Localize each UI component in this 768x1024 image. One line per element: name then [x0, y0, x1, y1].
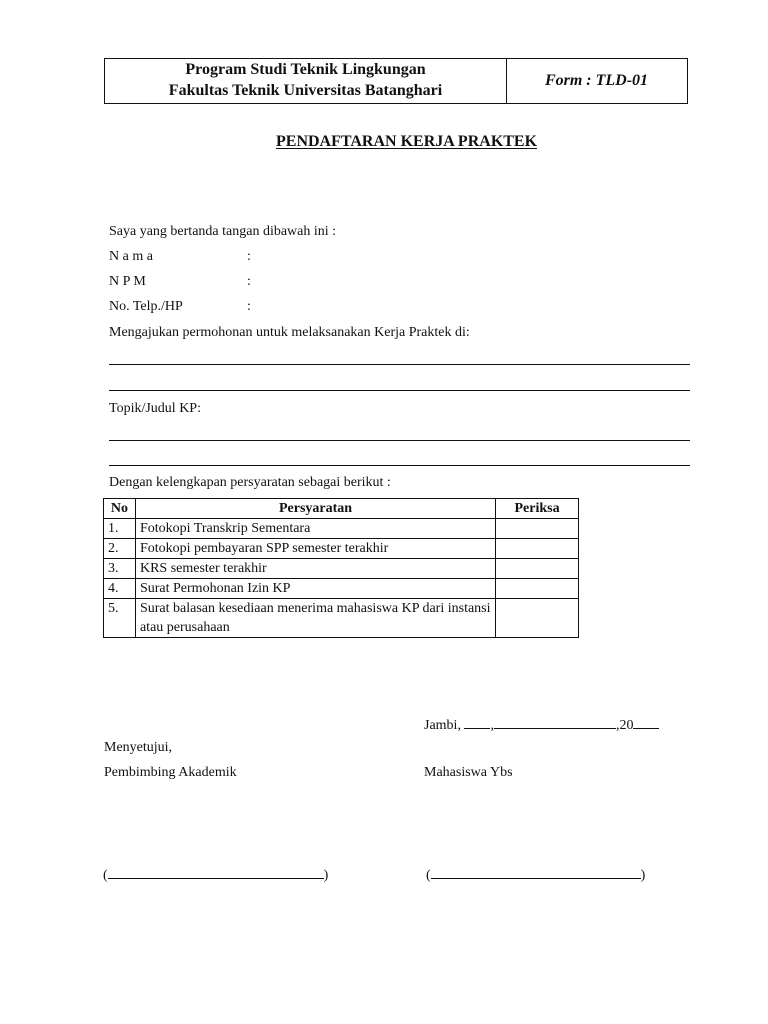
place-date: Jambi, , ,20 — [424, 714, 659, 734]
table-row — [104, 519, 579, 539]
row-requirement: Surat Permohonan Izin KP — [135, 579, 495, 599]
approved-label: Menyetujui, — [104, 740, 173, 755]
row-requirement: KRS semester terakhir — [135, 559, 495, 579]
date-year-blank[interactable] — [633, 714, 659, 729]
advisor-signature[interactable]: ( ) — [103, 864, 328, 884]
row-requirement: Surat balasan kesediaan menerima mahasiswa KP dari instansi atau perusahaan — [135, 599, 495, 638]
student-signature-line[interactable] — [431, 864, 641, 879]
row-no: 3. — [104, 559, 136, 579]
table-header-row — [104, 499, 579, 519]
table-row — [104, 559, 579, 579]
faculty-name: Fakultas Teknik Universitas Batanghari — [168, 82, 443, 99]
form-code: Form : TLD-01 — [544, 72, 649, 89]
row-check[interactable] — [496, 599, 579, 638]
requirements-intro: Dengan kelengkapan persyaratan sebagai berikut : — [109, 475, 391, 490]
request-text: Mengajukan permohonan untuk melaksanakan Kerja Praktek di: — [109, 325, 470, 340]
date-day-blank[interactable] — [464, 714, 490, 729]
row-no: 5. — [104, 599, 136, 638]
row-no: 4. — [104, 579, 136, 599]
row-check[interactable] — [496, 539, 579, 559]
table-row — [104, 539, 579, 559]
table-row — [104, 599, 579, 638]
requirements-table — [103, 498, 579, 638]
field-phone-label: No. Telp./HP — [109, 299, 183, 314]
date-year-prefix: 20 — [619, 718, 634, 733]
row-check[interactable] — [496, 579, 579, 599]
row-no: 2. — [104, 539, 136, 559]
row-requirement: Fotokopi pembayaran SPP semester terakhir — [135, 539, 495, 559]
document-title: PENDAFTARAN KERJA PRAKTEK — [276, 133, 538, 150]
field-npm-label: N P M — [109, 274, 146, 289]
row-no: 1. — [104, 519, 136, 539]
advisor-signature-line[interactable] — [108, 864, 324, 879]
row-check[interactable] — [496, 519, 579, 539]
program-name: Program Studi Teknik Lingkungan — [185, 61, 426, 78]
topic-line-2[interactable] — [109, 465, 690, 466]
row-check[interactable] — [496, 559, 579, 579]
form-header — [104, 58, 688, 104]
advisor-label: Pembimbing Akademik — [104, 765, 237, 780]
field-phone-colon: : — [247, 299, 251, 314]
location-line-1[interactable] — [109, 364, 690, 365]
intro-text: Saya yang bertanda tangan dibawah ini : — [109, 224, 337, 239]
table-row — [104, 579, 579, 599]
topic-label: Topik/Judul KP: — [109, 401, 201, 416]
student-label: Mahasiswa Ybs — [424, 765, 513, 780]
place-city: Jambi, — [424, 718, 461, 733]
location-line-2[interactable] — [109, 390, 690, 391]
header-no: No — [104, 499, 136, 519]
header-check: Periksa — [496, 499, 579, 519]
field-npm-colon: : — [247, 274, 251, 289]
header-requirement: Persyaratan — [135, 499, 495, 519]
student-signature[interactable]: ( ) — [426, 864, 645, 884]
row-requirement: Fotokopi Transkrip Sementara — [135, 519, 495, 539]
topic-line-1[interactable] — [109, 440, 690, 441]
field-name-label: N a m a — [109, 249, 153, 264]
field-name-colon: : — [247, 249, 251, 264]
date-month-blank[interactable] — [494, 714, 616, 729]
